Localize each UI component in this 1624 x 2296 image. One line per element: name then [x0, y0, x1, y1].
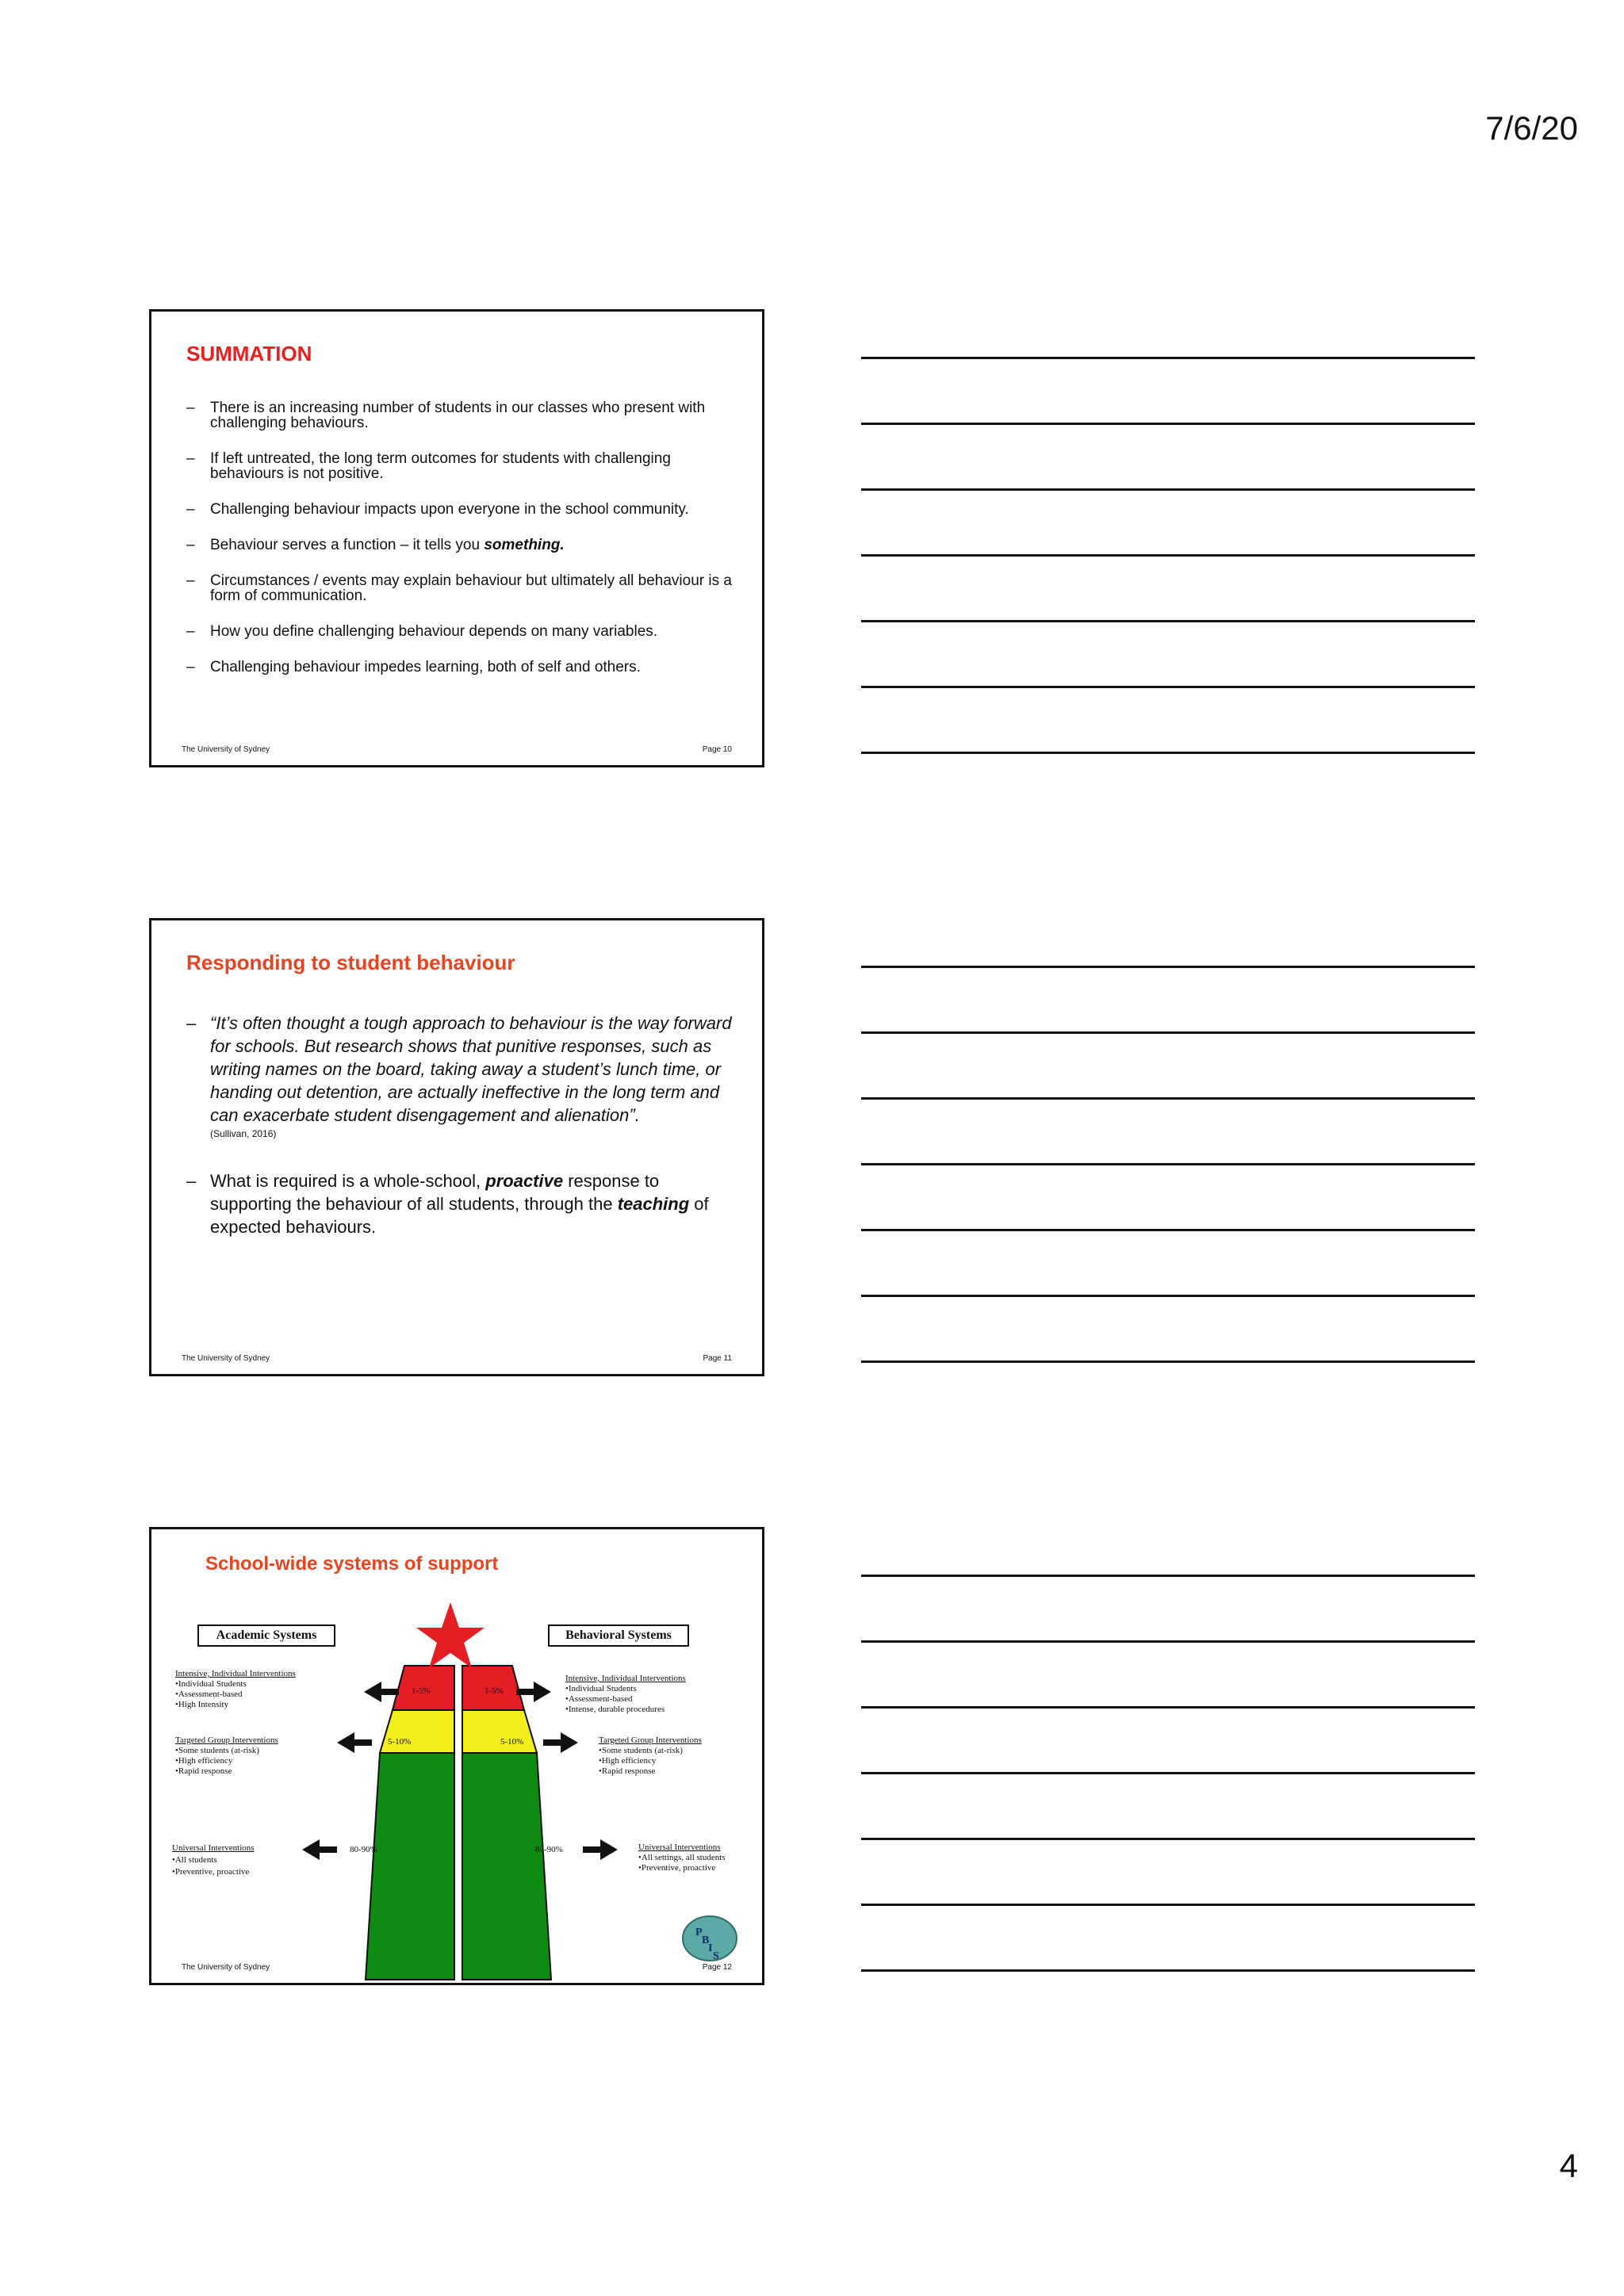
pbis-logo [683, 1916, 737, 1962]
bullet-item [186, 538, 741, 553]
note-line [861, 966, 1475, 968]
svg-text:I: I [708, 1942, 713, 1954]
right-tier-universal [638, 1843, 726, 1873]
slide-title: School-wide systems of support [205, 1553, 499, 1575]
note-line [861, 357, 1475, 359]
quote-citation: (Sullivan, 2016) [210, 1128, 277, 1139]
quote-item [186, 1012, 733, 1139]
bullet-item: – If left untreated, the long term outcomes for students with challenging behaviours is not positive. [186, 451, 741, 481]
tier-title: Targeted Group Interventions [175, 1735, 278, 1745]
note-line [861, 1575, 1475, 1577]
tier-item: •Rapid response [175, 1766, 232, 1776]
page-date: 7/6/20 [1485, 109, 1578, 147]
note-line [861, 423, 1475, 425]
note-line [861, 1163, 1475, 1165]
academic-systems-header: Academic Systems [197, 1624, 335, 1647]
quote-list [186, 1012, 733, 1238]
bullet-item: – Challenging behaviour impedes learning, both of self and others. [186, 660, 741, 675]
bullet-item: – Circumstances / events may explain behaviour but ultimately all behaviour is a form of communication. [186, 573, 741, 603]
tier-item: •Assessment-based [175, 1689, 243, 1699]
tier-title: Intensive, Individual Interventions [565, 1674, 686, 1683]
tier-item: •Some students (at-risk) [175, 1746, 259, 1755]
note-line [861, 752, 1475, 754]
svg-text:B: B [702, 1934, 710, 1946]
star-icon [416, 1602, 485, 1668]
arrow-right-icon [583, 1839, 618, 1860]
note-line [861, 1772, 1475, 1774]
arrow-right-icon [543, 1732, 578, 1753]
note-line [861, 488, 1475, 491]
behavioral-systems-header: Behavioral Systems [548, 1624, 689, 1647]
tier-item: •Rapid response [599, 1766, 656, 1776]
slide-footer-left: The University of Sydney [182, 745, 270, 754]
quote-text: “It’s often thought a tough approach to behaviour is the way forward for schools. But research shows that punitive responses, such as writing names on the board, taking away a student’s lunch time, or handing out detention, are actually ineffective in the long term and can exacerbate student disengagement and alienation”. [210, 1013, 732, 1125]
left-percent-targeted: 5-10% [388, 1737, 412, 1747]
slide-summation [149, 309, 764, 767]
pyramid-right-targeted [462, 1710, 537, 1753]
note-line [861, 1640, 1475, 1643]
slide-responding [149, 918, 764, 1376]
tier-item: •Individual Students [565, 1684, 637, 1693]
note-line [861, 1904, 1475, 1906]
left-percent-universal: 80-90% [350, 1845, 377, 1854]
note-line [861, 1969, 1475, 1972]
pyramid-left-universal [366, 1753, 454, 1980]
bullet-item: – Challenging behaviour impacts upon everyone in the school community. [186, 502, 741, 517]
tier-item: •Intense, durable procedures [565, 1705, 665, 1714]
slide-title: Responding to student behaviour [186, 951, 515, 974]
note-line [861, 1097, 1475, 1100]
bullet-list [186, 400, 741, 695]
svg-text:S: S [713, 1950, 719, 1962]
left-tier-targeted [175, 1735, 278, 1777]
left-tier-universal [172, 1843, 255, 1878]
pyramid-right-universal [462, 1753, 551, 1980]
arrow-left-icon [337, 1732, 372, 1753]
note-line [861, 1031, 1475, 1034]
slide-title: SUMMATION [186, 342, 312, 365]
arrow-left-icon [364, 1682, 399, 1702]
note-line [861, 620, 1475, 622]
left-tier-intensive [175, 1669, 296, 1710]
tier-item: •Preventive, proactive [172, 1867, 250, 1877]
bullet-text: Behaviour serves a function – it tells you [210, 537, 485, 553]
right-tier-intensive [565, 1674, 686, 1715]
slide-footer-right: Page 11 [703, 1354, 732, 1363]
slide-footer-left: The University of Sydney [182, 1354, 270, 1363]
tier-item: •All students [172, 1855, 217, 1865]
point-text: of expected behaviours. [210, 1194, 709, 1237]
bullet-item: – There is an increasing number of students in our classes who present with challenging behaviours. [186, 400, 741, 430]
slide-school-wide [149, 1527, 764, 1985]
note-line [861, 554, 1475, 557]
note-line [861, 686, 1475, 688]
tier-item: •High Intensity [175, 1700, 229, 1709]
page-number: 4 [1559, 2147, 1578, 2184]
tier-item: •High efficiency [175, 1756, 233, 1766]
tier-item: •Individual Students [175, 1679, 247, 1689]
tier-item: •Some students (at-risk) [599, 1746, 683, 1755]
note-line [861, 1229, 1475, 1231]
slide-footer-right: Page 10 [702, 745, 732, 754]
bullet-item: – How you define challenging behaviour depends on many variables. [186, 624, 741, 639]
point-emphasis: proactive [485, 1171, 564, 1191]
tier-item: •All settings, all students [638, 1853, 726, 1862]
tier-title: Universal Interventions [638, 1843, 721, 1852]
right-percent-universal: 80-90% [535, 1845, 563, 1854]
slide-footer-left: The University of Sydney [182, 1963, 270, 1972]
point-emphasis: teaching [617, 1194, 690, 1214]
note-line [861, 1838, 1475, 1840]
point-text: What is required is a whole-school, [210, 1171, 486, 1191]
tier-item: •High efficiency [599, 1756, 657, 1766]
slide-footer-right: Page 12 [702, 1963, 732, 1972]
note-line [861, 1360, 1475, 1363]
note-line [861, 1295, 1475, 1297]
right-tier-targeted [599, 1735, 702, 1777]
tier-title: Targeted Group Interventions [599, 1735, 702, 1745]
svg-text:P: P [695, 1927, 703, 1938]
note-line [861, 1706, 1475, 1709]
arrow-left-icon [302, 1839, 337, 1860]
right-percent-targeted: 5-10% [500, 1737, 524, 1747]
point-text: response to supporting the behaviour of all students, through the [210, 1171, 660, 1214]
tier-title: Intensive, Individual Interventions [175, 1669, 296, 1678]
tier-item: •Assessment-based [565, 1694, 633, 1704]
bullet-emphasis: something. [484, 537, 565, 553]
left-percent-intensive: 1-5% [412, 1686, 431, 1696]
point-item [186, 1169, 733, 1238]
tier-item: •Preventive, proactive [638, 1863, 716, 1873]
tier-title: Universal Interventions [172, 1843, 255, 1853]
right-percent-intensive: 1-5% [485, 1686, 504, 1696]
